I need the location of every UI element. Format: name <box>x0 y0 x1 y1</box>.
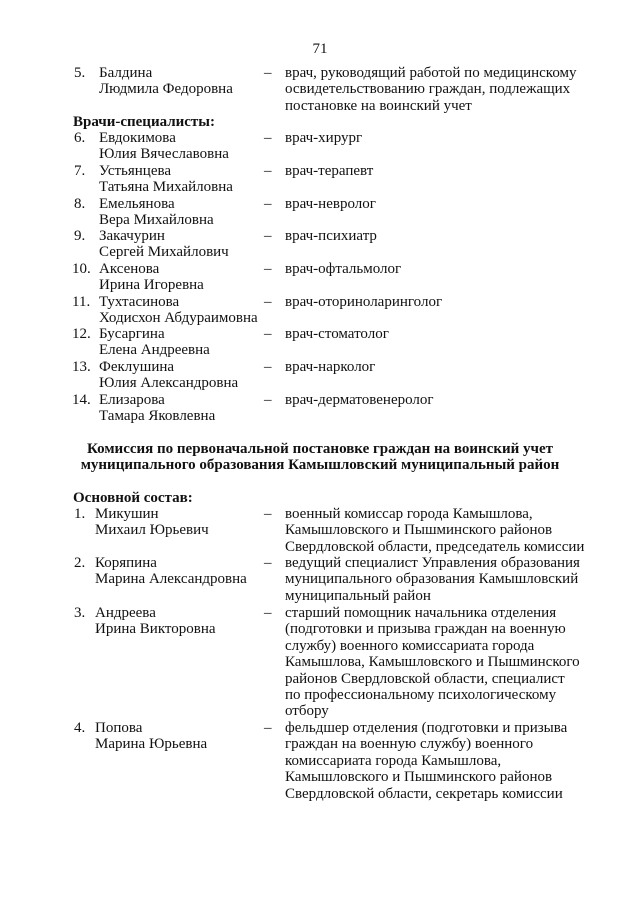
first-name: Марина Юрьевна <box>95 736 208 753</box>
dash: – <box>264 65 272 81</box>
role-description <box>285 261 625 277</box>
role-line: комиссариата города Камышлова, <box>285 752 502 769</box>
item-number: 7. <box>74 163 86 179</box>
role-line: фельдшер отделения (подготовки и призыва <box>285 720 568 736</box>
specialists-heading: Врачи-специалисты: <box>73 114 216 130</box>
person-name <box>99 392 279 425</box>
dash: – <box>264 720 272 736</box>
role-line: муниципальный район <box>285 587 431 604</box>
dash: – <box>264 359 272 375</box>
role-line: по профессиональному психологическому <box>285 687 557 704</box>
dash: – <box>264 163 272 179</box>
last-name: Микушин <box>95 506 159 522</box>
dash: – <box>264 605 272 621</box>
role-line: муниципального образования Камышловский <box>285 571 579 588</box>
role-line: врач-невролог <box>285 196 376 212</box>
last-name: Емельянова <box>99 196 175 212</box>
last-name: Андреева <box>95 605 156 621</box>
dash: – <box>264 130 272 146</box>
first-name: Ирина Викторовна <box>95 621 216 638</box>
person-name <box>95 605 280 638</box>
person-name <box>99 65 279 98</box>
page-number: 71 <box>312 41 328 57</box>
person-name <box>99 196 279 229</box>
last-name: Евдокимова <box>99 130 176 146</box>
role-description <box>285 228 625 244</box>
dash: – <box>264 228 272 244</box>
person-name <box>99 359 279 392</box>
item-number: 5. <box>74 65 86 81</box>
item-number: 14. <box>72 392 91 408</box>
role-line: врач-дерматовенеролог <box>285 392 434 408</box>
item-number: 4. <box>74 720 86 736</box>
first-name: Елена Андреевна <box>99 342 210 359</box>
role-line: врач-офтальмолог <box>285 261 402 277</box>
person-name <box>95 720 280 753</box>
role-line: постановке на воинский учет <box>285 97 472 114</box>
title-line: Комиссия по первоначальной постановке граждан на воинский учет <box>87 441 553 457</box>
dash: – <box>264 392 272 408</box>
role-line: военный комиссар города Камышлова, <box>285 506 533 522</box>
role-description <box>285 605 625 720</box>
dash: – <box>264 506 272 522</box>
role-line: освидетельствованию граждан, подлежащих <box>285 81 571 98</box>
person-name <box>99 163 279 196</box>
person-name <box>99 326 279 359</box>
role-line: Свердловской области, секретарь комиссии <box>285 785 563 802</box>
dash: – <box>264 261 272 277</box>
last-name: Тухтасинова <box>99 294 180 310</box>
dash: – <box>264 555 272 571</box>
title-line: муниципального образования Камышловский муниципальный район <box>80 457 560 474</box>
item-number: 2. <box>74 555 86 571</box>
first-name: Юлия Вячеславовна <box>99 146 229 163</box>
dash: – <box>264 196 272 212</box>
item-number: 10. <box>72 261 91 277</box>
role-line: врач-психиатр <box>285 228 377 244</box>
person-name <box>99 294 279 327</box>
role-description <box>285 294 625 310</box>
role-line: врач-оториноларинголог <box>285 294 443 310</box>
item-number: 11. <box>72 294 91 310</box>
role-description <box>285 65 625 114</box>
role-description <box>285 196 625 212</box>
last-name: Попова <box>95 720 143 736</box>
role-line: граждан на военную службу) военного <box>285 736 534 753</box>
last-name: Балдина <box>99 65 153 81</box>
item-number: 3. <box>74 605 86 621</box>
role-line: Камышловского и Пышминского районов <box>285 769 553 786</box>
dash: – <box>264 294 272 310</box>
first-name: Марина Александровна <box>95 571 247 588</box>
first-name: Сергей Михайлович <box>99 244 229 261</box>
last-name: Феклушина <box>99 359 175 375</box>
first-name: Тамара Яковлевна <box>99 408 216 425</box>
last-name: Устьянцева <box>99 163 172 179</box>
role-line: отбору <box>285 703 329 720</box>
dash: – <box>264 326 272 342</box>
role-description <box>285 392 625 408</box>
main-composition-heading: Основной состав: <box>73 490 193 506</box>
role-description <box>285 326 625 342</box>
role-line: службу) военного комиссариата города <box>285 637 535 654</box>
item-number: 1. <box>74 506 86 522</box>
commission-title <box>0 441 640 474</box>
role-line: врач-терапевт <box>285 163 374 179</box>
last-name: Закачурин <box>99 228 165 244</box>
person-name <box>95 506 280 539</box>
first-name: Юлия Александровна <box>99 375 239 392</box>
role-description <box>285 555 625 604</box>
person-name <box>99 130 279 163</box>
role-line: врач-хирург <box>285 130 363 146</box>
person-name <box>95 555 280 588</box>
role-description <box>285 163 625 179</box>
role-line: Свердловской области, председатель комиссии <box>285 538 585 555</box>
role-line: Камышлова, Камышловского и Пышминского <box>285 654 580 671</box>
role-description <box>285 506 625 555</box>
role-line: врач-нарколог <box>285 359 376 375</box>
first-name: Людмила Федоровна <box>99 81 233 98</box>
role-line: врач-стоматолог <box>285 326 389 342</box>
role-line: (подготовки и призыва граждан на военную <box>285 621 566 638</box>
role-description <box>285 720 625 802</box>
item-number: 9. <box>74 228 86 244</box>
role-line: районов Свердловской области, специалист <box>285 670 565 687</box>
first-name: Татьяна Михайловна <box>99 179 233 196</box>
role-description <box>285 130 625 146</box>
role-line: старший помощник начальника отделения <box>285 605 557 621</box>
item-number: 12. <box>72 326 91 342</box>
item-number: 6. <box>74 130 86 146</box>
person-name <box>99 228 279 261</box>
last-name: Коряпина <box>95 555 157 571</box>
last-name: Аксенова <box>99 261 160 277</box>
item-number: 8. <box>74 196 86 212</box>
role-line: Камышловского и Пышминского районов <box>285 522 553 539</box>
first-name: Ирина Игоревна <box>99 277 204 294</box>
first-name: Вера Михайловна <box>99 212 214 229</box>
item-number: 13. <box>72 359 91 375</box>
role-line: врач, руководящий работой по медицинскому <box>285 65 577 81</box>
role-line: ведущий специалист Управления образования <box>285 555 580 571</box>
last-name: Елизарова <box>99 392 165 408</box>
last-name: Бусаргина <box>99 326 165 342</box>
role-description <box>285 359 625 375</box>
person-name <box>99 261 279 294</box>
first-name: Михаил Юрьевич <box>95 522 209 539</box>
first-name: Ходисхон Абдураимовна <box>99 310 258 327</box>
